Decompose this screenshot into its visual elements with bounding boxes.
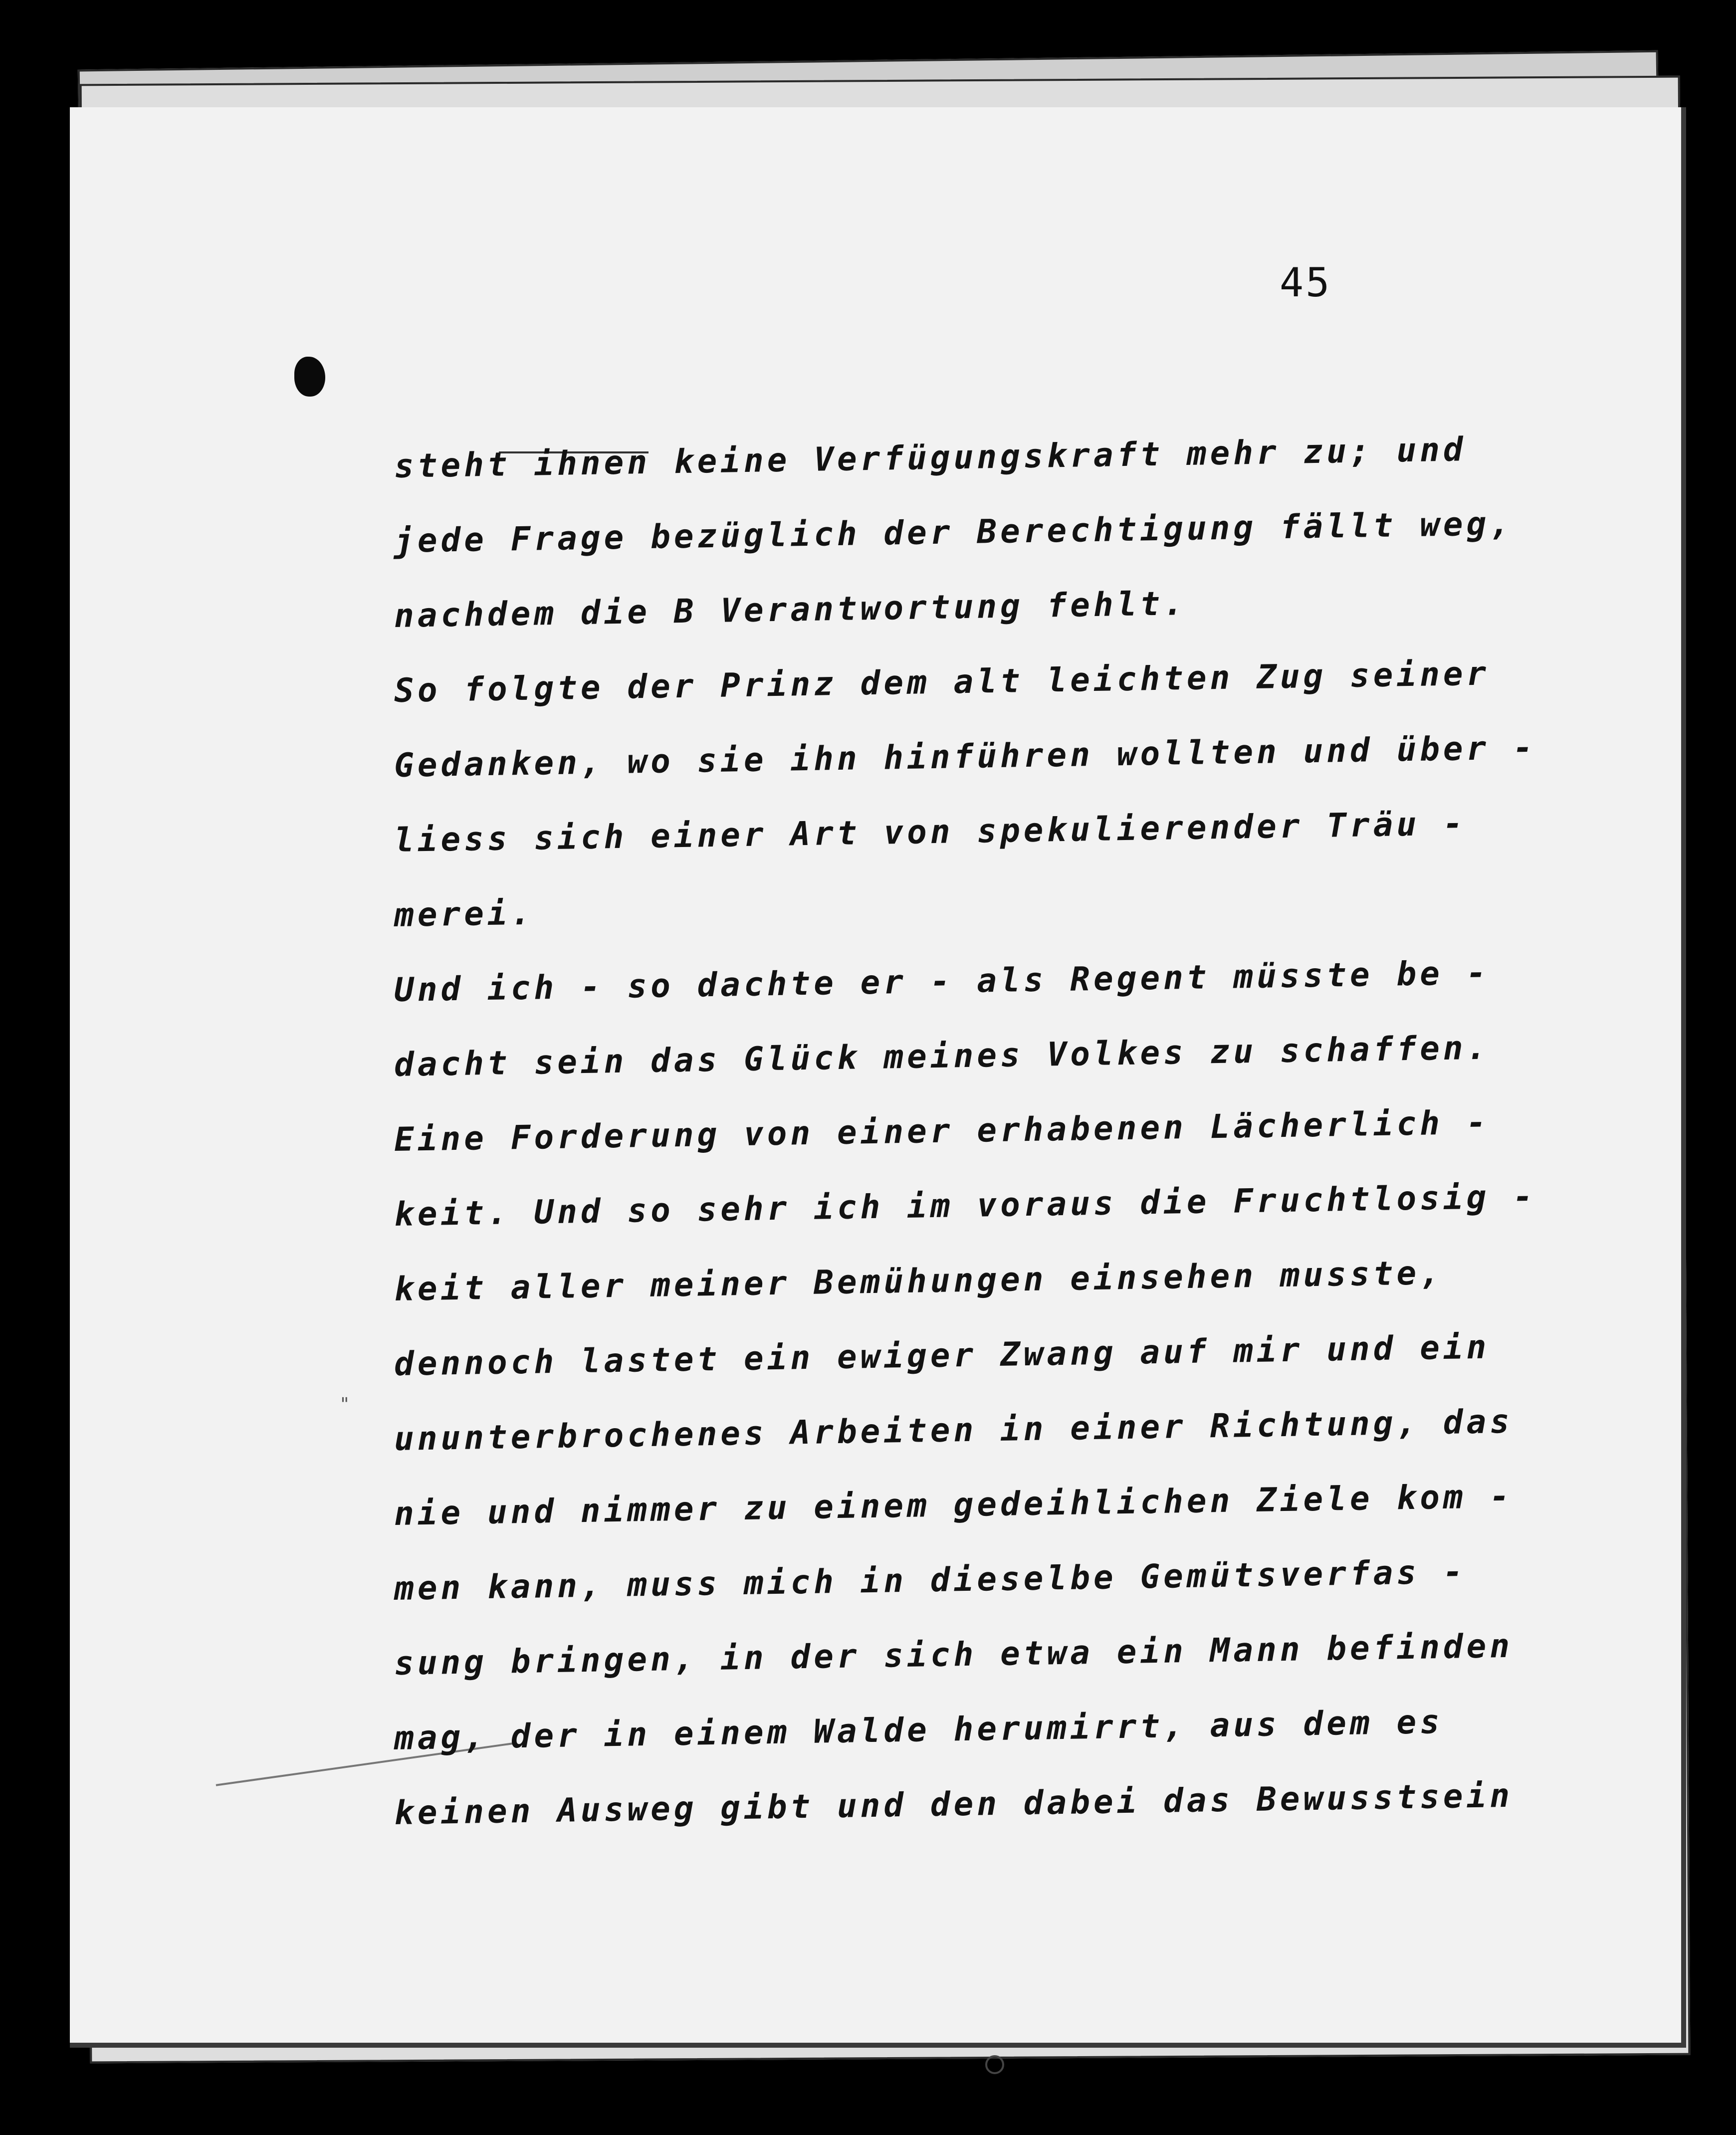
text-line: Eine Forderung von einer erhabenen Lächerlich - [394,1103,1490,1159]
text-line: ununterbrochenes Arbeiten in einer Richtung, das [394,1402,1514,1458]
text-line: sung bringen, in der sich etwa ein Mann befinden [394,1626,1514,1683]
text-line: mag, der in einem Walde herumirrt, aus dem es [394,1702,1444,1757]
text-line: nie und nimmer zu einem gedeihlichen Ziele kom - [394,1477,1514,1533]
text-line: jede Frage bezüglich der Berechtigung fällt weg, [394,504,1514,560]
text-line: Und ich - so dachte er - als Regent müsste be - [394,953,1490,1009]
text-line: keit aller meiner Bemühungen einsehen musste, [394,1253,1444,1308]
text-line: dennoch lastet ein ewiger Zwang auf mir und ein [394,1327,1490,1383]
text-line: dacht sein das Glück meines Volkes zu schaffen. [394,1028,1490,1084]
text-line: steht ihnen keine Verfügungskraft mehr zu; und [394,430,1467,485]
footer-circle-mark [985,2055,1004,2074]
typewritten-text [394,429,1576,1851]
text-line: Gedanken, wo sie ihn hinführen wollten und über - [394,728,1537,785]
margin-mark: " [339,1394,350,1415]
text-line: keit. Und so sehr ich im voraus die Fruchtlosig - [394,1177,1537,1234]
text-line: men kann, muss mich in dieselbe Gemütsverfas - [394,1552,1467,1608]
page-number: 45 [1280,259,1332,306]
text-line: liess sich einer Art von spekulierender Träu - [394,804,1467,859]
text-line: nachdem die B Verantwortung fehlt. [394,584,1187,635]
punch-hole-mark [294,357,325,397]
text-line: keinen Ausweg gibt und den dabei das Bewusstsein [394,1776,1514,1832]
text-line: merei. [394,893,534,934]
text-line: So folgte der Prinz dem alt leichten Zug seiner [394,654,1490,710]
